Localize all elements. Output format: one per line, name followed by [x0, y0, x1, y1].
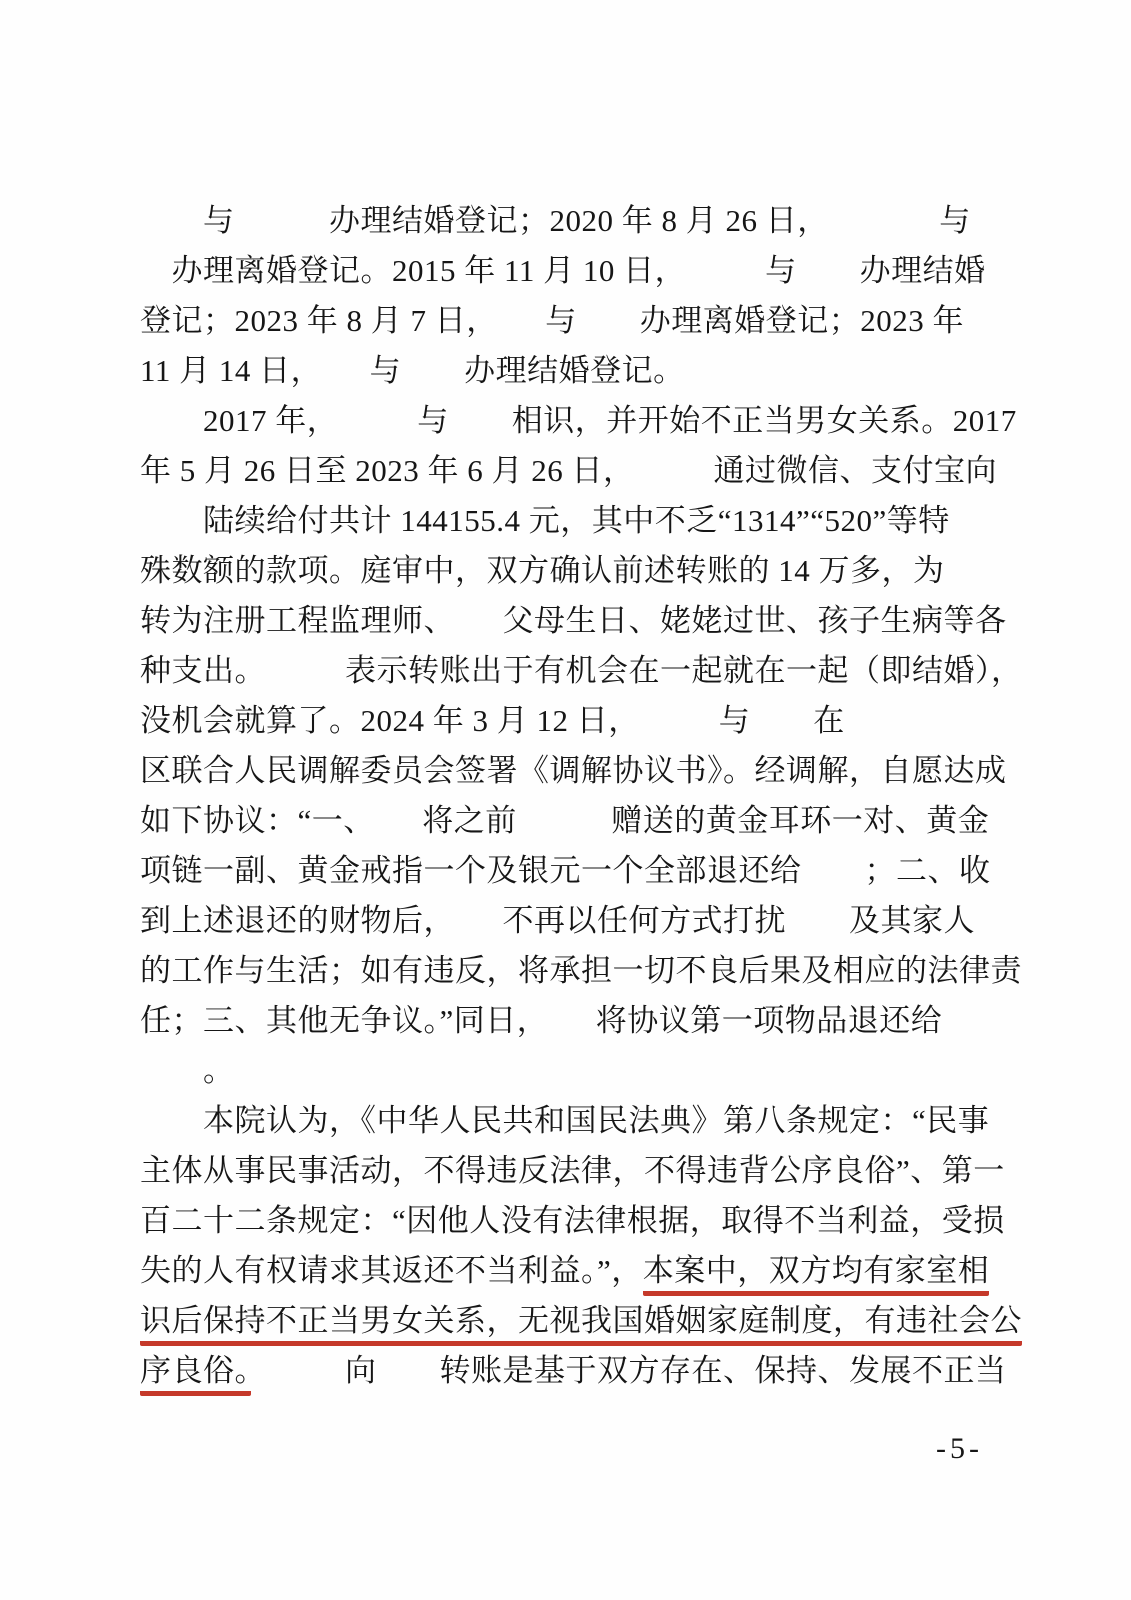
red-underlined-text: 识后保持不正当男女关系，无视我国婚姻家庭制度，有违社会公	[140, 1303, 1022, 1346]
text-line	[140, 546, 1020, 596]
text-segment: 项链一副、黄金戒指一个及银元一个全部退还给 ；二、收	[140, 853, 991, 888]
text-line	[140, 1246, 1020, 1296]
text-segment: 失的人有权请求其返还不当利益。”，	[140, 1253, 643, 1288]
text-line	[140, 646, 1023, 696]
text-segment: 陆续给付共计 144155.4 元，其中不乏“1314”“520”等特	[140, 503, 950, 538]
text-line	[140, 796, 1020, 846]
text-segment: 11 月 14 日， 与 办理结婚登记。	[140, 353, 685, 388]
text-line	[140, 946, 1020, 996]
text-line	[140, 1046, 1020, 1096]
text-segment: 本院认为，《中华人民共和国民法典》第八条规定：“民事	[140, 1103, 990, 1138]
text-segment: 种支出。 表示转账出于有机会在一起就在一起（即结婚），	[140, 653, 1023, 688]
text-line	[140, 996, 1020, 1046]
text-segment: 转为注册工程监理师、 父母生日、姥姥过世、孩子生病等各	[140, 603, 1007, 638]
text-segment: 登记；2023 年 8 月 7 日， 与 办理离婚登记；2023 年	[140, 303, 964, 338]
text-segment: 到上述退还的财物后， 不再以任何方式打扰 及其家人	[140, 903, 975, 938]
text-line	[140, 1296, 1020, 1346]
text-line	[140, 196, 1020, 246]
text-line	[140, 296, 1020, 346]
text-line	[140, 1196, 1020, 1246]
text-segment: 的工作与生活；如有违反，将承担一切不良后果及相应的法律责	[140, 953, 1022, 988]
page-number: -5-	[936, 1432, 983, 1465]
text-segment: 殊数额的款项。庭审中，双方确认前述转账的 14 万多，为	[140, 553, 945, 588]
text-line	[140, 846, 1020, 896]
text-line	[140, 446, 1020, 496]
red-underlined-text: 序良俗。	[140, 1353, 251, 1396]
text-line	[140, 696, 1020, 746]
text-segment: 与 办理结婚登记；2020 年 8 月 26 日， 与	[140, 203, 971, 238]
text-segment: 如下协议：“一、 将之前 赠送的黄金耳环一对、黄金	[140, 803, 990, 838]
text-segment: 没机会就算了。2024 年 3 月 12 日， 与 在	[140, 703, 845, 738]
text-segment: 办理离婚登记。2015 年 11 月 10 日， 与 办理结婚	[140, 253, 986, 288]
text-segment: 区联合人民调解委员会签署《调解协议书》。经调解，自愿达成	[140, 753, 1007, 788]
text-line	[140, 1096, 1020, 1146]
text-segment: 百二十二条规定：“因他人没有法律根据，取得不当利益，受损	[140, 1203, 1005, 1238]
text-line	[140, 746, 1020, 796]
text-segment: 任；三、其他无争议。”同日， 将协议第一项物品退还给	[140, 1003, 943, 1038]
text-line	[140, 1146, 1020, 1196]
text-line	[140, 1346, 1020, 1396]
text-line	[140, 496, 1020, 546]
document-body	[140, 196, 1023, 1396]
text-line	[140, 596, 1020, 646]
text-line	[140, 346, 1020, 396]
text-line	[140, 246, 1020, 296]
text-segment: 年 5 月 26 日至 2023 年 6 月 26 日， 通过微信、支付宝向	[140, 453, 997, 488]
text-line	[140, 396, 1020, 446]
text-line	[140, 896, 1020, 946]
text-segment: 主体从事民事活动，不得违反法律，不得违背公序良俗”、第一	[140, 1153, 1005, 1188]
red-underlined-text: 本案中，双方均有家室相	[643, 1253, 990, 1296]
text-segment: 2017 年， 与 相识，并开始不正当男女关系。2017	[140, 403, 1017, 438]
text-segment: 。	[140, 1053, 235, 1088]
text-segment: 向 转账是基于双方存在、保持、发展不正当	[250, 1353, 1007, 1388]
